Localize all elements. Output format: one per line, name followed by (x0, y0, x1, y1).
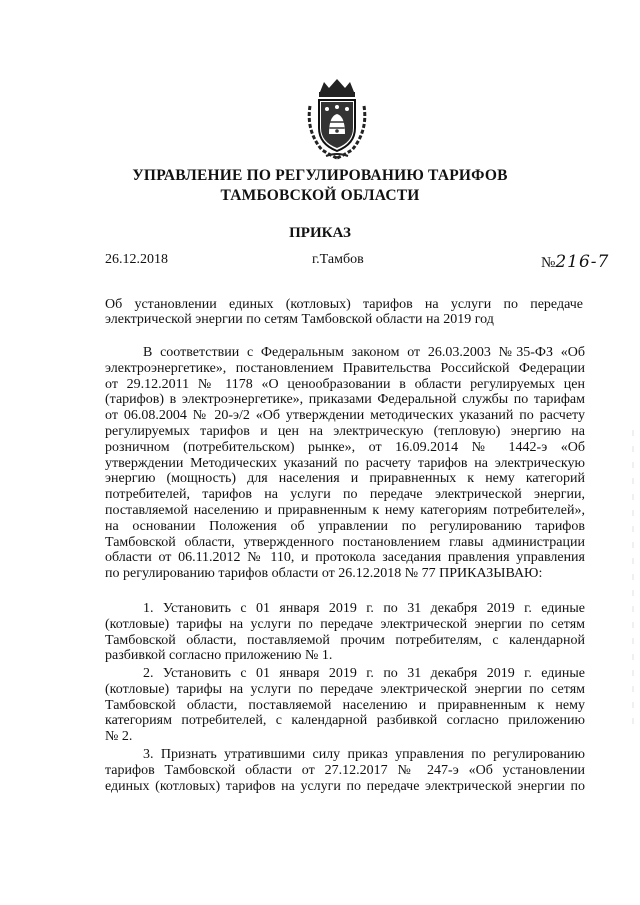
preamble-line: утверждении Методических указаний по расчету тарифов на электрическую (105, 455, 585, 471)
order-item-3 (105, 747, 585, 794)
handwritten-number: 216-7 (555, 252, 610, 272)
item-line: категориям потребителей, с календарной разбивкой согласно приложению (105, 713, 585, 729)
item-line: 3. Признать утратившими силу приказ управления по регулированию (143, 747, 585, 762)
item-line: Тамбовской области, поставляемой населению и приравненным к нему (105, 697, 585, 713)
preamble-line: по регулированию тарифов области от 26.12.2018 № 77 ПРИКАЗЫВАЮ: (105, 566, 543, 582)
order-subject (105, 297, 583, 327)
preamble-line: В соответствии с Федеральным законом от 26.03.2003 №35-ФЗ «Об (143, 345, 585, 360)
item-line: Тамбовской области, поставляемой прочим потребителям, с календарной (105, 632, 585, 648)
item-line: 2. Установить с 01 января 2019 г. по 31 декабря 2019 г. единые (143, 666, 585, 681)
item-line: разбивкой согласно приложению № 1. (105, 648, 333, 664)
document-type-title: ПРИКАЗ (289, 225, 351, 241)
organization-name-line2: ТАМБОВСКОЙ ОБЛАСТИ (220, 187, 420, 204)
coat-of-arms-icon (302, 76, 372, 160)
item-line: тарифов Тамбовской области от 27.12.2017 № 247-э «Об установлении (105, 762, 585, 778)
organization-name-line1: УПРАВЛЕНИЕ ПО РЕГУЛИРОВАНИЮ ТАРИФОВ (132, 167, 508, 184)
document-date: 26.12.2018 (105, 252, 168, 267)
order-item-2 (105, 666, 585, 745)
order-item-1 (105, 601, 585, 664)
number-prefix: № (541, 255, 556, 271)
preamble-paragraph (105, 345, 585, 582)
document-city: г.Тамбов (312, 252, 364, 267)
item-line: 1. Установить с 01 января 2019 г. по 31 декабря 2019 г. единые (143, 601, 585, 616)
preamble-line: энергию (мощность) для населения и приравненных к нему категорий (105, 471, 585, 487)
preamble-line: регулируемых тарифов и цен на электрическую (тепловую) энергию на (105, 423, 585, 439)
document-number (541, 252, 609, 272)
preamble-line: электроэнергетике», постановлением Правительства Российской Федерации (105, 360, 585, 376)
preamble-line: от 06.08.2004 № 20-э/2 «Об утверждении методических указаний по расчету (105, 408, 585, 424)
preamble-line: (тарифов) в электроэнергетике», приказами Федеральной службы по тарифам (105, 392, 585, 408)
item-line: (котловые) тарифы на услуги по передаче электрической энергии по сетям (105, 681, 585, 697)
preamble-line: на основании Положения об управлении по регулированию тарифов (105, 518, 585, 534)
preamble-line: розничном (потребительском) рынке», от 16.09.2014 № 1442-э «Об (105, 439, 585, 455)
item-line: (котловые) тарифы на услуги по передаче электрической энергии по сетям (105, 616, 585, 632)
item-line: № 2. (105, 729, 133, 745)
preamble-line: от 29.12.2011 № 1178 «О ценообразовании в области регулируемых цен (105, 376, 585, 392)
preamble-line: потребителей, тарифов на услуги по передаче электрической энергии, (105, 487, 585, 503)
item-line: единых (котловых) тарифов на услуги по передаче электрической энергии по (105, 778, 585, 794)
subject-line: Об установлении единых (котловых) тарифов на услуги по передаче (105, 297, 583, 312)
preamble-line: области от 06.11.2012 № 110, и протокола заседания правления управления (105, 550, 585, 566)
scan-edge-mark (632, 430, 634, 730)
preamble-line: поставляемой населению и приравненным к нему категориям потребителей», (105, 502, 585, 518)
subject-line: электрической энергии по сетям Тамбовской области на 2019 год (105, 312, 494, 327)
preamble-line: Тамбовской области, утвержденного постановлением главы администрации (105, 534, 585, 550)
